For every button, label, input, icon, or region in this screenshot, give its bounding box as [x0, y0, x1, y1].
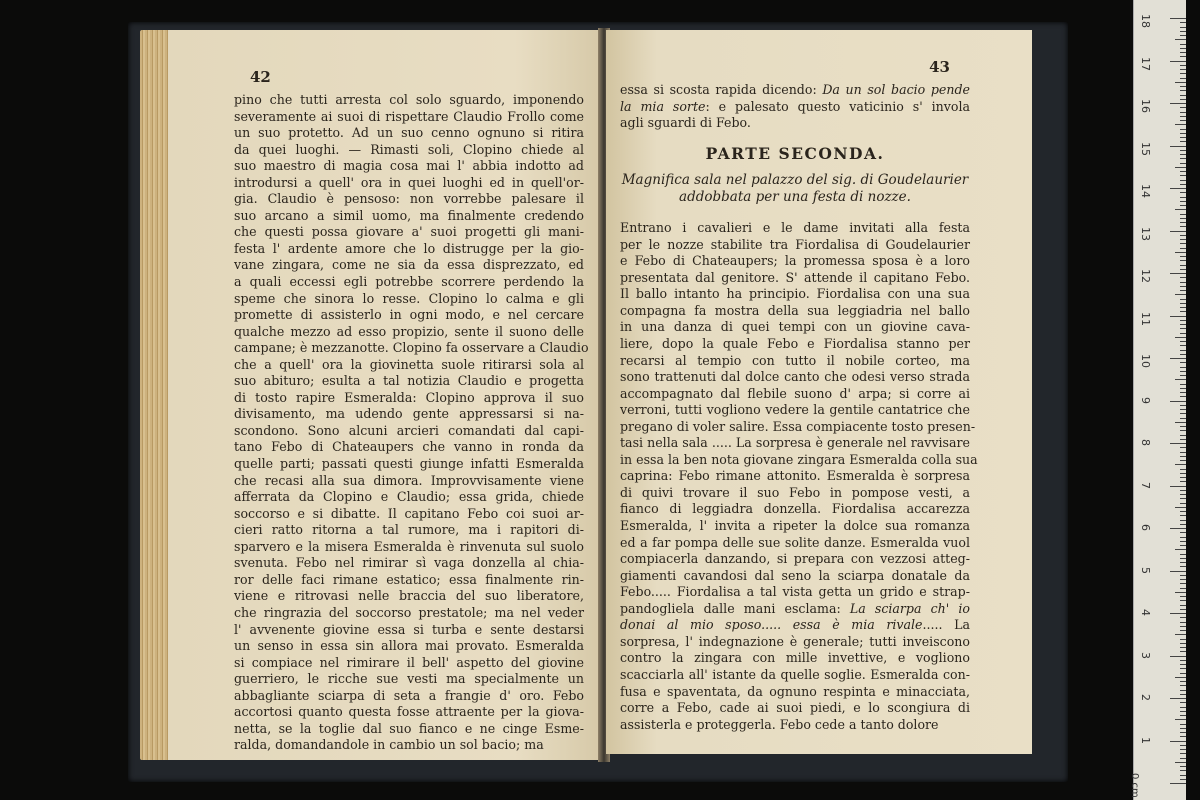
left-page	[168, 30, 602, 760]
scene-description-line: Magnifica sala nel palazzo del sig. di Goudelaurier	[621, 172, 969, 189]
text-line	[620, 468, 970, 485]
measurement-ruler	[1129, 0, 1186, 800]
text-segment: Entrano i cavalieri e le dame invitati alla festa	[620, 220, 970, 236]
text-line: speme che sinora lo resse. Clopino lo calma e gli	[234, 290, 584, 306]
ruler-label: 11	[1139, 311, 1152, 326]
text-segment: di quivi trovare il suo Febo in pompose vesti, a	[620, 484, 970, 500]
text-line: suo abituro; esulta a tal notizia Claudio e progetta	[234, 373, 584, 389]
ruler-label: 8	[1139, 439, 1152, 446]
right-page	[606, 30, 1032, 754]
text-segment: compiacerla danzando, si prepara con vezzosi atteg-	[620, 551, 970, 567]
text-line	[620, 717, 970, 734]
text-line	[620, 435, 970, 452]
text-line	[620, 485, 970, 502]
text-line: promette di assisterlo in ogni modo, e nel cercare	[234, 307, 584, 323]
text-line	[620, 667, 970, 684]
ruler-label: 1	[1139, 736, 1152, 744]
text-line	[620, 336, 970, 353]
text-line: introdursi a quell' ora in quei luoghi ed in quell'or-	[234, 174, 584, 190]
text-segment: accompagnato dal flebile suono d' arpa; si corre ai	[620, 385, 970, 401]
text-segment: agli sguardi di Febo.	[620, 115, 751, 131]
text-line	[620, 584, 970, 601]
text-segment: caprina: Febo rimane attonito. Esmeralda è sorpresa	[620, 468, 970, 484]
text-line	[620, 650, 970, 667]
text-line	[620, 601, 970, 618]
text-line	[620, 518, 970, 535]
text-line	[620, 220, 970, 237]
text-segment: pandogliela dalle mani esclama:	[620, 600, 850, 616]
text-segment: ed a far pompa delle sue solite danze. Esmeralda vuol	[620, 534, 970, 550]
text-segment: tasi nella sala ..... La sorpresa è generale nel ravvisare	[620, 435, 970, 451]
ruler-label: 6	[1139, 524, 1152, 531]
text-segment: sorpresa, l' indegnazione è generale; tutti inveiscono	[620, 633, 970, 649]
ruler-label: 4	[1139, 609, 1152, 616]
text-line: tano Febo di Chateaupers che vanno in ronda da	[234, 439, 584, 455]
ruler-label: 7	[1139, 481, 1152, 489]
text-line	[620, 634, 970, 651]
text-line	[620, 82, 970, 99]
text-segment: ..... La	[922, 617, 971, 633]
text-segment: Esmeralda, l' invita a ripeter la dolce sua romanza	[620, 518, 970, 534]
text-segment: giamenti cavandosi dal seno la sciarpa donatale da	[620, 567, 970, 583]
text-line: cieri ratto ritorna a tal rumore, ma i rapitori di-	[234, 522, 584, 538]
text-line: campane; è mezzanotte. Clopino fa osservare a Claudio	[234, 340, 589, 356]
text-segment: in essa la ben nota giovane zingara Esmeralda colla sua	[620, 451, 978, 467]
text-line	[620, 402, 970, 419]
text-line: che a quell' ora la giovinetta suole ritirarsi sola al	[234, 356, 584, 372]
text-segment: recarsi al tempio con tutto il nobile corteo, ma	[620, 352, 970, 368]
text-line	[620, 684, 970, 701]
text-line	[620, 303, 970, 320]
text-line	[620, 115, 970, 132]
text-line: ralda, domandandole in cambio un sol bacio; ma	[234, 737, 544, 753]
text-line: soccorso e si dibatte. Il capitano Febo coi suoi ar-	[234, 505, 584, 521]
text-segment: corre a Febo, cade ai suoi piedi, e lo scongiura di	[620, 700, 970, 716]
text-line	[620, 568, 970, 585]
text-segment: contro la zingara con mille invettive, e vogliono	[620, 650, 970, 666]
ruler-label: 2	[1139, 694, 1152, 701]
ruler-label: 17	[1139, 56, 1152, 71]
text-segment: pregano di voler salire. Essa compiacente tosto presen-	[620, 418, 976, 434]
text-segment: : e palesato questo vaticinio s' invola	[705, 98, 970, 114]
text-line: a quali eccessi egli potrebbe scorrere perdendo la	[234, 274, 584, 290]
text-line: pino che tutti arresta col solo sguardo, imponendo	[234, 92, 584, 107]
text-segment: verroni, tutti vogliono vedere la gentile cantatrice che	[620, 402, 970, 418]
text-line	[620, 535, 970, 552]
italic-text: Da un sol bacio pende	[822, 82, 970, 97]
text-segment: Il ballo intanto ha principio. Fiordalisa con una sua	[620, 286, 970, 302]
text-segment: sono trattenuti dal dolce canto che odesi verso strada	[620, 369, 970, 385]
text-segment: scacciarla all' istante da quelle soglie. Esmeralda con-	[620, 666, 970, 682]
text-line: che recasi alla sua dimora. Improvvisamente viene	[234, 472, 584, 488]
italic-text: La sciarpa ch' io	[849, 600, 970, 616]
text-line: un suo protetto. Ad un suo cenno ognuno si ritira	[234, 125, 584, 141]
text-line: si compiace nel rimirare il bell' aspetto del giovine	[234, 654, 584, 670]
intro-paragraph	[620, 82, 970, 132]
text-line: abbagliante sciarpa di seta a frangie d' oro. Febo	[234, 687, 584, 703]
text-line: un senso in essa sin allora mai provato. Esmeralda	[234, 638, 584, 654]
ruler-label: 18	[1139, 14, 1152, 28]
page-body-text	[234, 92, 589, 754]
text-line: che ringrazia del soccorso prestatole; ma nel veder	[234, 604, 584, 620]
ruler-label: 3	[1139, 651, 1152, 659]
text-line: gia. Claudio è pensoso: non vorrebbe palesare il	[234, 191, 584, 207]
text-segment: assisterla e proteggerla. Febo cede a tanto dolore	[620, 716, 939, 732]
text-line: vane zingara, come ne sia da essa disprezzato, ed	[234, 257, 584, 273]
scene-description-line: addobbata per una festa di nozze.	[679, 189, 911, 206]
text-line	[620, 451, 978, 469]
ruler-label: 10	[1139, 354, 1152, 368]
text-line	[620, 353, 970, 370]
text-line: l' avvenente giovine essa si turba e sente destarsi	[234, 621, 584, 637]
text-line: guerriero, le ricche sue vesti ma specialmente un	[234, 671, 584, 687]
page-number: 42	[250, 68, 271, 86]
text-segment: e Febo di Chateaupers; la promessa sposa è a loro	[620, 253, 970, 269]
text-segment: fianco di leggiadra donzella. Fiordalisa accarezza	[620, 501, 970, 517]
ruler-label: 14	[1139, 184, 1152, 198]
text-line: quelle parti; passati questi giunge infatti Esmeralda	[234, 456, 584, 472]
text-line	[620, 253, 970, 270]
italic-text: la mia sorte	[620, 98, 706, 114]
ruler-label: 13	[1139, 226, 1152, 241]
text-line	[620, 700, 970, 717]
text-line: svenuta. Febo nel rimirar sì vaga donzella al chia-	[234, 555, 584, 571]
text-line	[620, 551, 970, 568]
text-segment: Febo..... Fiordalisa a tal vista getta un grido e strap-	[620, 584, 970, 600]
text-line	[620, 369, 970, 386]
text-line: da quei luoghi. — Rimasti soli, Clopino chiede al	[234, 141, 584, 157]
ruler-label: 15	[1139, 141, 1152, 156]
ruler-unit-label: 0 cm	[1129, 773, 1140, 798]
text-segment: presentata dal genitore. S' attende il capitano Febo.	[620, 269, 970, 285]
text-line: severamente ai suoi di rispettare Claudio Frollo come	[234, 108, 584, 124]
page-number: 43	[929, 58, 950, 76]
text-line	[620, 237, 970, 254]
text-segment: in una danza di quei tempi con un giovine cava-	[620, 319, 970, 335]
text-line: accortosi quanto questa fosse attraente per la giova-	[234, 704, 584, 720]
text-line: afferrata da Clopino e Claudio; essa grida, chiede	[234, 489, 584, 505]
text-line	[620, 418, 976, 436]
section-heading: PARTE SECONDA.	[705, 143, 885, 163]
text-line	[620, 286, 970, 303]
text-segment: essa si scosta rapida dicendo:	[620, 82, 823, 97]
text-line: suo maestro di magia cosa mai l' abbia indotto ad	[234, 158, 584, 174]
ruler-label: 5	[1139, 566, 1152, 574]
text-line: che questi possa giovare a' suoi progetti gli mani-	[234, 224, 584, 240]
text-line: suo arcano a simil uomo, ma finalmente credendo	[234, 207, 584, 223]
text-segment: liere, dopo la quale Febo e Fiordalisa stanno per	[620, 336, 970, 352]
ruler-label: 9	[1139, 396, 1152, 404]
ruler-label: 16	[1139, 99, 1152, 113]
text-line	[620, 617, 970, 634]
text-line	[620, 270, 970, 287]
text-line: festa l' ardente amore che lo distrugge per la gio-	[234, 240, 584, 256]
text-line: scondono. Sono alcuni arcieri comandati dal capi-	[234, 422, 584, 438]
text-line: ror delle faci rimane estatico; essa finalmente rin-	[234, 571, 584, 587]
main-paragraph	[620, 220, 978, 733]
text-line: viene e ritrovasi nelle braccia del suo liberatore,	[234, 588, 584, 604]
text-line: netta, se la toglie dal suo fianco e ne cinge Esme-	[234, 720, 584, 736]
ruler-label: 12	[1139, 269, 1152, 283]
page-body-text	[620, 82, 978, 733]
text-line: sparvero e la misera Esmeralda è rinvenuta sul suolo	[234, 538, 584, 554]
italic-text: donai al mio sposo..... essa è mia rivale	[620, 617, 923, 633]
text-line: divisamento, ma udendo gente appressarsi si na-	[234, 406, 584, 422]
text-segment: per le nozze stabilite tra Fiordalisa di Goudelaurier	[620, 236, 970, 252]
text-segment: compagna fa mostra della sua leggiadria nel ballo	[620, 302, 970, 318]
text-line: qualche mezzo ad esso propizio, sente il suono delle	[234, 323, 584, 339]
text-segment: fusa e spaventata, da ognuno respinta e minacciata,	[620, 683, 970, 699]
text-line	[620, 386, 970, 403]
text-line	[620, 319, 970, 336]
text-line	[620, 99, 970, 116]
text-line: di tosto rapire Esmeralda: Clopino approva il suo	[234, 389, 584, 405]
text-line	[620, 501, 970, 518]
